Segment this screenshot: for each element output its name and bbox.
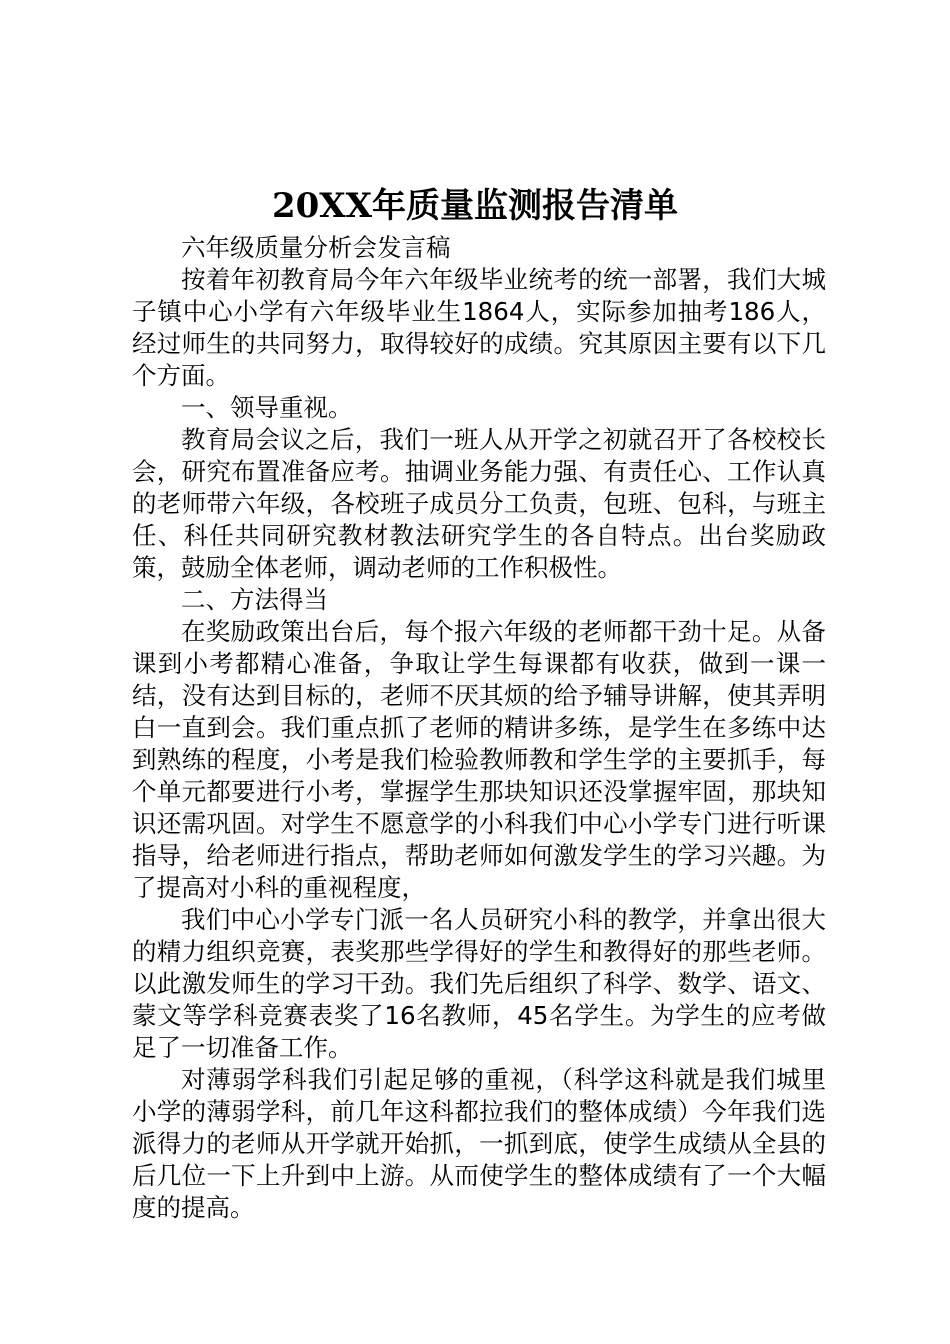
paragraph-speech-heading: 六年级质量分析会发言稿 xyxy=(181,233,451,262)
paragraph-leadership: 教育局会议之后，我们一班人从开学之初就召开了各校校长会，研究布置准备应考。抽调业务能力强、有责任心、工作认真的老师带六年级，各校班子成员分工负责，包班、包科，与班主任、科任共同研究教材教法研究学生的各自特点。出台奖励政策，鼓励全体老师，调动老师的工作积极性。 xyxy=(132,425,826,582)
section-heading-methods: 二、方法得当 xyxy=(181,585,328,614)
paragraph-methods: 在奖励政策出台后，每个报六年级的老师都干劲十足。从备课到小考都精心准备，争取让学生每课都有收获，做到一课一结，没有达到目标的，老师不厌其烦的给予辅导讲解，使其弄明白一直到会。我们重点抓了老师的精讲多练，是学生在多练中达到熟练的程度，小考是我们检验教师教和学生学的主要抓手，每个单元都要进行小考，掌握学生那块知识还没掌握牢固，那块知识还需巩固。对学生不愿意学的小科我们中心小学专门进行听课指导，给老师进行指点，帮助老师如何激发学生的学习兴趣。为了提高对小科的重视程度， xyxy=(132,617,826,902)
document-title: 20XX年质量监测报告清单 xyxy=(271,186,679,226)
paragraph-intro: 按着年初教育局今年六年级毕业统考的统一部署，我们大城子镇中心小学有六年级毕业生1864人，实际参加抽考186人，经过师生的共同努力，取得较好的成绩。究其原因主要有以下几个方面。 xyxy=(132,265,826,390)
document-body xyxy=(132,232,826,1224)
section-heading-leadership: 一、领导重视。 xyxy=(181,393,353,422)
paragraph-weak-subjects: 对薄弱学科我们引起足够的重视，（科学这科就是我们城里小学的薄弱学科，前几年这科都拉我们的整体成绩）今年我们选派得力的老师从开学就开始抓，一抓到底，使学生成绩从全县的后几位一下上升到中上游。从而使学生的整体成绩有了一个大幅度的提高。 xyxy=(132,1065,826,1222)
paragraph-competitions: 我们中心小学专门派一名人员研究小科的教学，并拿出很大的精力组织竞赛，表奖那些学得好的学生和教得好的那些老师。以此激发师生的学习干劲。我们先后组织了科学、数学、语文、蒙文等学科竞赛表奖了16名教师，45名学生。为学生的应考做足了一切准备工作。 xyxy=(132,905,826,1062)
